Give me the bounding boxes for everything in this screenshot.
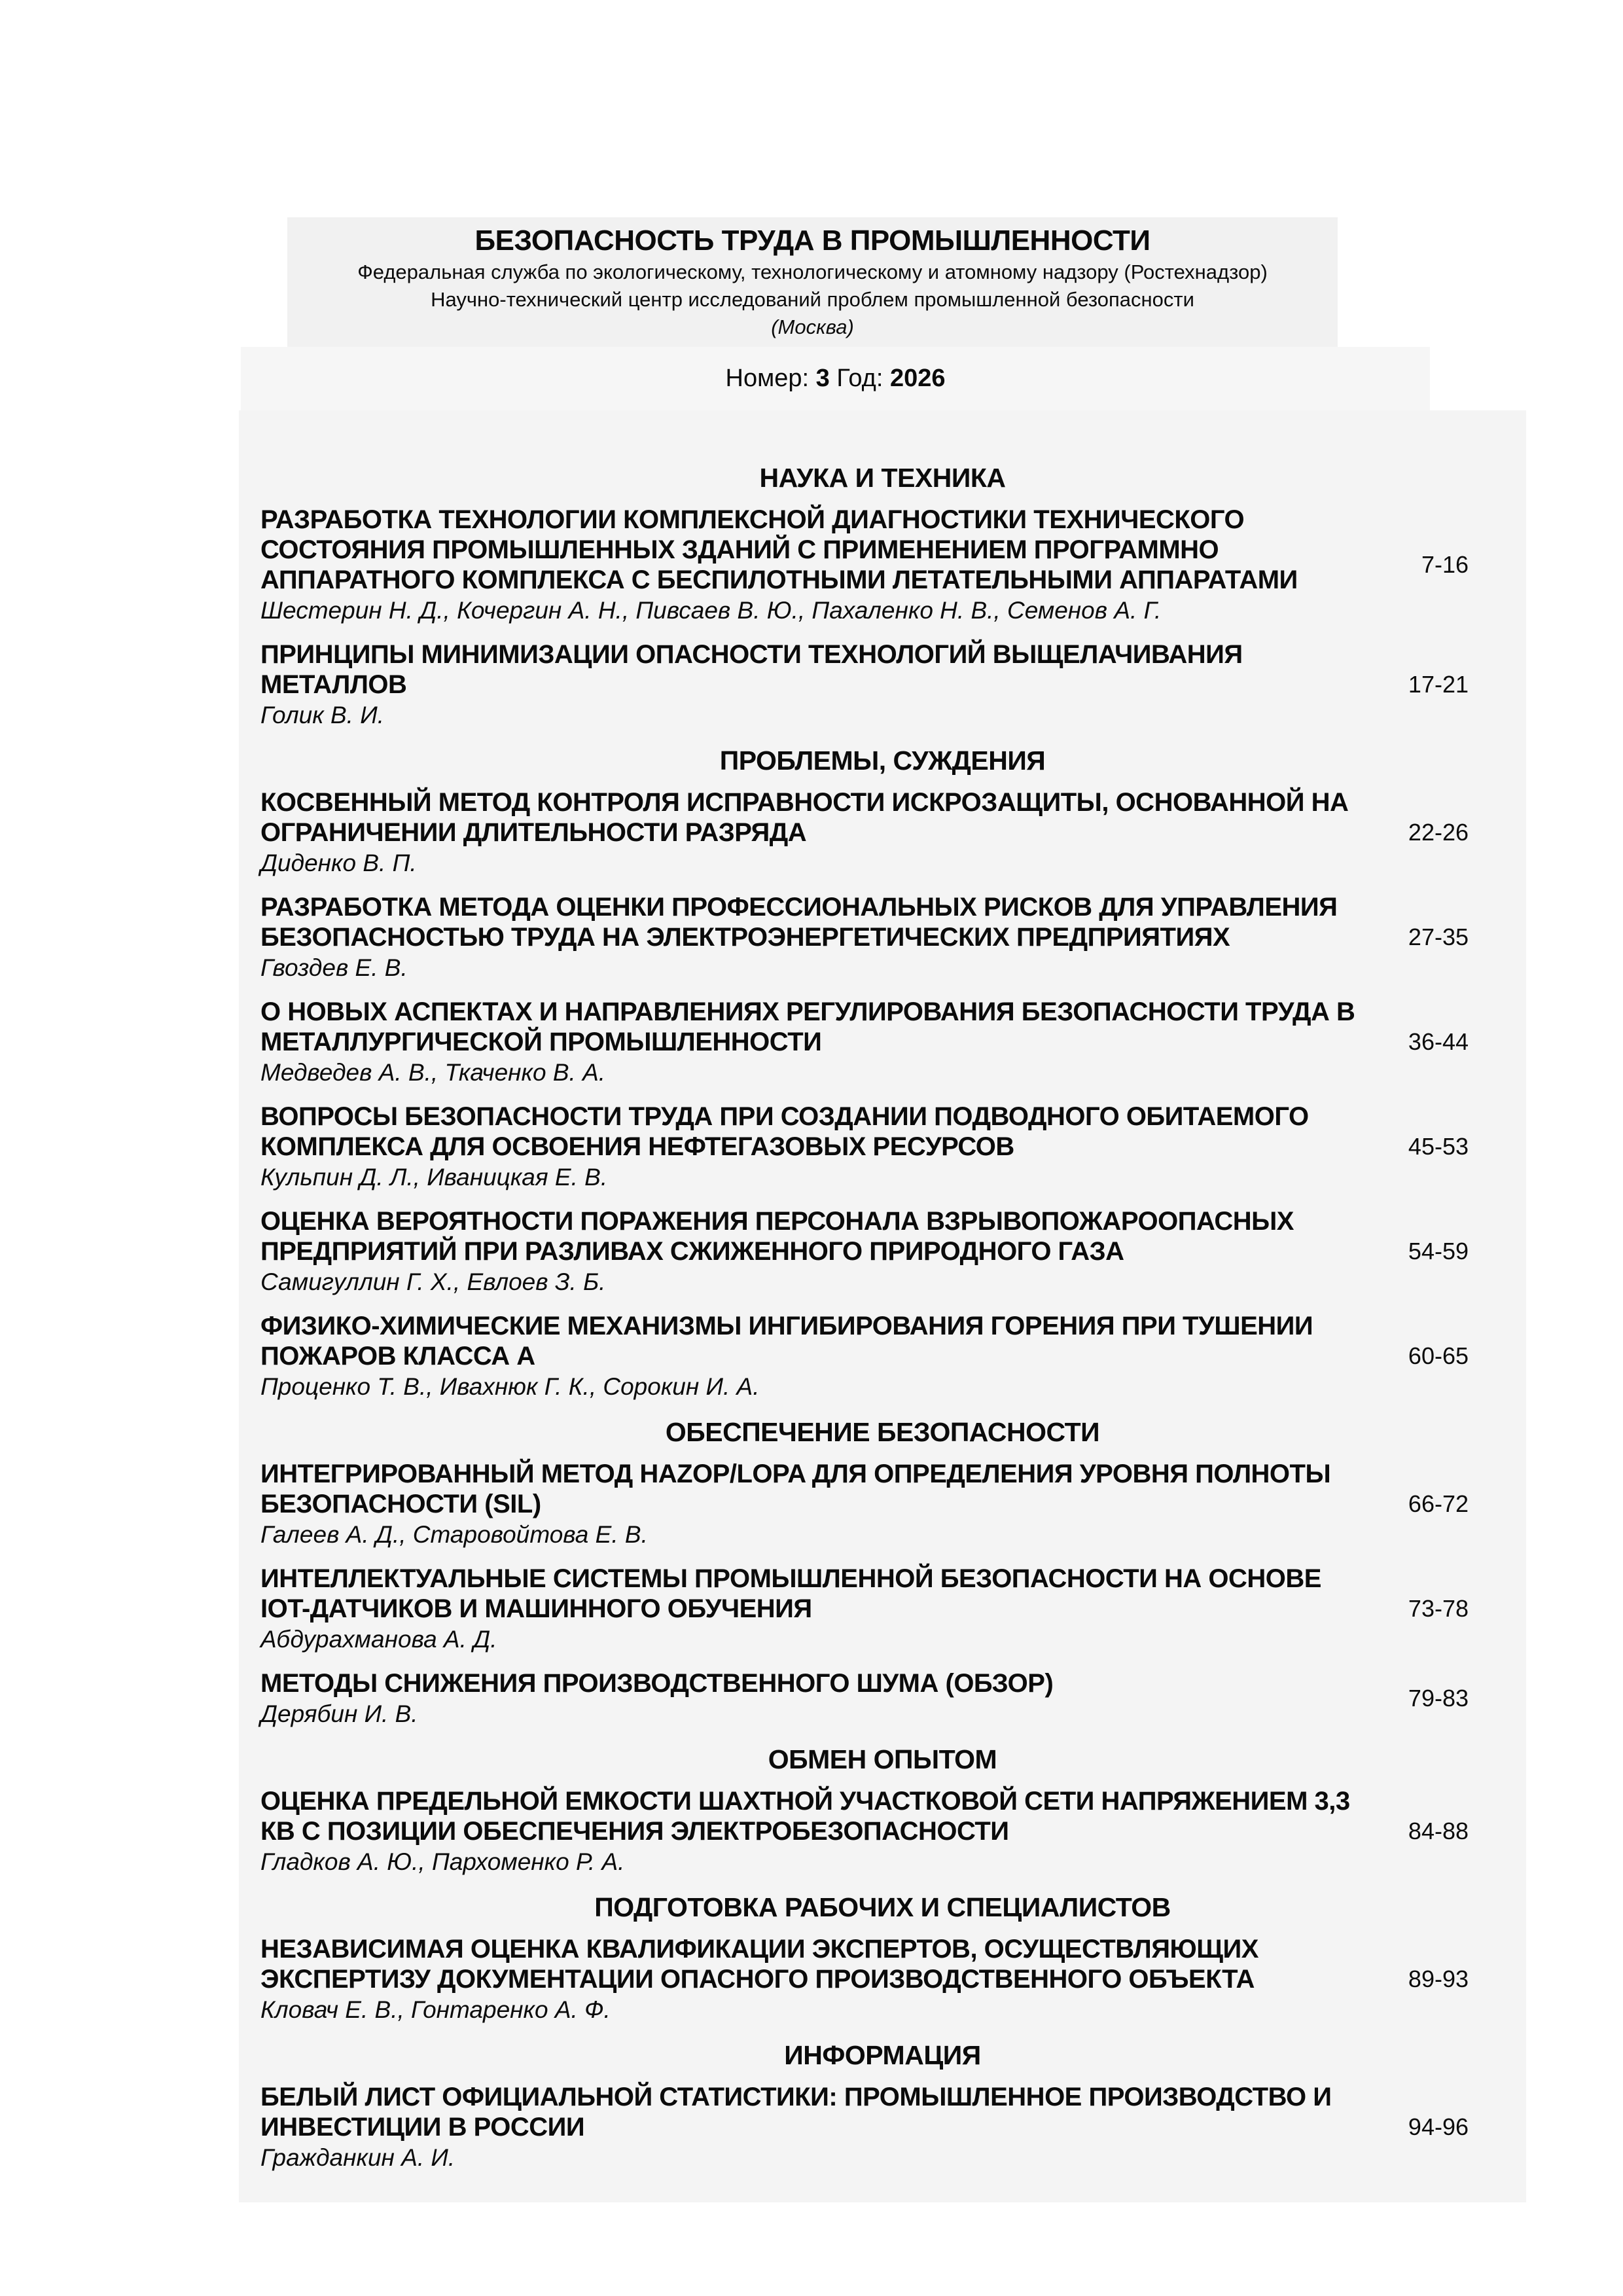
- toc-article-row: [239, 639, 1526, 730]
- toc-article-row: [239, 1206, 1526, 1297]
- issue-number-value: 3: [815, 365, 830, 392]
- toc-article-row: [239, 1564, 1526, 1654]
- article-info: [260, 1459, 1370, 1549]
- article-page-range: 54-59: [1408, 1238, 1469, 1265]
- journal-title: БЕЗОПАСНОСТЬ ТРУДА В ПРОМЫШЛЕННОСТИ: [474, 224, 1150, 257]
- article-title-link[interactable]: ОЦЕНКА ВЕРОЯТНОСТИ ПОРАЖЕНИЯ ПЕРСОНАЛА ВЗРЫВОПОЖАРООПАСНЫХ ПРЕДПРИЯТИЙ ПРИ РАЗЛИВАХ СЖИЖЕННОГО ПРИРОДНОГО ГАЗА: [260, 1207, 1294, 1266]
- toc-article-row: [239, 505, 1526, 625]
- article-info: [260, 1786, 1370, 1876]
- toc-article-row: [239, 787, 1526, 878]
- article-title-link[interactable]: ВОПРОСЫ БЕЗОПАСНОСТИ ТРУДА ПРИ СОЗДАНИИ ПОДВОДНОГО ОБИТАЕМОГО КОМПЛЕКСА ДЛЯ ОСВОЕНИЯ НЕФТЕГАЗОВЫХ РЕСУРСОВ: [260, 1102, 1309, 1161]
- section-articles: [239, 787, 1526, 1401]
- toc-section: [239, 1891, 1526, 2024]
- issue-year-label: Год:: [836, 365, 890, 392]
- article-authors: Кловач Е. В., Гонтаренко А. Ф.: [260, 1996, 611, 2023]
- article-page-range: 79-83: [1408, 1685, 1469, 1712]
- article-info: [260, 1311, 1370, 1401]
- article-page-range: 27-35: [1408, 924, 1469, 950]
- toc-article-row: [239, 892, 1526, 982]
- article-title-link[interactable]: ПРИНЦИПЫ МИНИМИЗАЦИИ ОПАСНОСТИ ТЕХНОЛОГИЙ ВЫЩЕЛАЧИВАНИЯ МЕТАЛЛОВ: [260, 640, 1243, 699]
- article-title-link[interactable]: НЕЗАВИСИМАЯ ОЦЕНКА КВАЛИФИКАЦИИ ЭКСПЕРТОВ, ОСУЩЕСТВЛЯЮЩИХ ЭКСПЕРТИЗУ ДОКУМЕНТАЦИИ ОПАСНОГО ПРОИЗВОДСТВЕННОГО ОБЪЕКТА: [260, 1935, 1258, 1994]
- article-info: [260, 892, 1370, 982]
- article-authors: Галеев А. Д., Старовойтова Е. В.: [260, 1521, 648, 1548]
- article-title-link[interactable]: ИНТЕЛЛЕКТУАЛЬНЫЕ СИСТЕМЫ ПРОМЫШЛЕННОЙ БЕЗОПАСНОСТИ НА ОСНОВЕ IOT-ДАТЧИКОВ И МАШИННОГО ОБУЧЕНИЯ: [260, 1564, 1321, 1623]
- article-info: [260, 505, 1370, 625]
- article-info: [260, 1206, 1370, 1297]
- section-heading: НАУКА И ТЕХНИКА: [759, 463, 1006, 493]
- table-of-contents: [239, 410, 1526, 2202]
- section-heading: ПРОБЛЕМЫ, СУЖДЕНИЯ: [719, 745, 1046, 776]
- article-info: [260, 2082, 1370, 2172]
- toc-article-row: [239, 2082, 1526, 2172]
- article-info: [260, 1564, 1370, 1654]
- section-articles: [239, 1459, 1526, 1729]
- journal-city: (Москва): [771, 315, 854, 338]
- article-title-link[interactable]: РАЗРАБОТКА ТЕХНОЛОГИИ КОМПЛЕКСНОЙ ДИАГНОСТИКИ ТЕХНИЧЕСКОГО СОСТОЯНИЯ ПРОМЫШЛЕННЫХ ЗДАНИЙ С ПРИМЕНЕНИЕМ ПРОГРАММНО АППАРАТНОГО КОМПЛЕКСА С БЕСПИЛОТНЫМИ ЛЕТАТЕЛЬНЫМИ АППАРАТАМИ: [260, 505, 1298, 594]
- article-info: [260, 997, 1370, 1087]
- article-info: [260, 1934, 1370, 2024]
- article-authors: Абдурахманова А. Д.: [260, 1626, 497, 1653]
- article-page-range: 73-78: [1408, 1595, 1469, 1622]
- toc-article-row: [239, 1934, 1526, 2024]
- article-page-range: 17-21: [1408, 671, 1469, 698]
- article-authors: Кульпин Д. Л., Иваницкая Е. В.: [260, 1164, 608, 1191]
- toc-article-row: [239, 1668, 1526, 1729]
- toc-section: [239, 1416, 1526, 1729]
- article-authors: Диденко В. П.: [260, 850, 417, 876]
- toc-section: [239, 744, 1526, 1401]
- journal-org-line2: Научно-технический центр исследований проблем промышленной безопасности: [431, 288, 1194, 311]
- journal-org-line1: Федеральная служба по экологическому, технологическому и атомному надзору (Ростехнадзор): [357, 260, 1268, 283]
- toc-section: [239, 1743, 1526, 1876]
- article-page-range: 22-26: [1408, 819, 1469, 846]
- article-authors: Гражданкин А. И.: [260, 2144, 455, 2171]
- article-authors: Шестерин Н. Д., Кочергин А. Н., Пивсаев В. Ю., Пахаленко Н. В., Семенов А. Г.: [260, 597, 1162, 624]
- toc-article-row: [239, 1786, 1526, 1876]
- article-title-link[interactable]: РАЗРАБОТКА МЕТОДА ОЦЕНКИ ПРОФЕССИОНАЛЬНЫХ РИСКОВ ДЛЯ УПРАВЛЕНИЯ БЕЗОПАСНОСТЬЮ ТРУДА НА ЭЛЕКТРОЭНЕРГЕТИЧЕСКИХ ПРЕДПРИЯТИЯХ: [260, 893, 1338, 952]
- article-info: [260, 639, 1370, 730]
- article-info: [260, 1668, 1370, 1729]
- article-title-link[interactable]: КОСВЕННЫЙ МЕТОД КОНТРОЛЯ ИСПРАВНОСТИ ИСКРОЗАЩИТЫ, ОСНОВАННОЙ НА ОГРАНИЧЕНИИ ДЛИТЕЛЬНОСТИ РАЗРЯДА: [260, 788, 1349, 847]
- section-articles: [239, 1934, 1526, 2024]
- toc-article-row: [239, 997, 1526, 1087]
- article-title-link[interactable]: БЕЛЫЙ ЛИСТ ОФИЦИАЛЬНОЙ СТАТИСТИКИ: ПРОМЫШЛЕННОЕ ПРОИЗВОДСТВО И ИНВЕСТИЦИИ В РОССИИ: [260, 2083, 1332, 2142]
- article-authors: Дерябин И. В.: [260, 1700, 418, 1727]
- article-title-link[interactable]: ФИЗИКО-ХИМИЧЕСКИЕ МЕХАНИЗМЫ ИНГИБИРОВАНИЯ ГОРЕНИЯ ПРИ ТУШЕНИИ ПОЖАРОВ КЛАССА А: [260, 1312, 1313, 1371]
- issue-separator: [830, 365, 837, 393]
- article-page-range: 94-96: [1408, 2113, 1469, 2140]
- section-heading: ПОДГОТОВКА РАБОЧИХ И СПЕЦИАЛИСТОВ: [594, 1892, 1171, 1922]
- article-page-range: 7-16: [1421, 551, 1469, 578]
- toc-article-row: [239, 1459, 1526, 1549]
- section-articles: [239, 505, 1526, 730]
- article-page-range: 66-72: [1408, 1490, 1469, 1517]
- article-page-range: 45-53: [1408, 1133, 1469, 1160]
- article-authors: Гвоздев Е. В.: [260, 954, 408, 981]
- article-page-range: 89-93: [1408, 1965, 1469, 1992]
- article-authors: Проценко Т. В., Ивахнюк Г. К., Сорокин И. А.: [260, 1373, 760, 1400]
- section-heading: ОБМЕН ОПЫТОМ: [768, 1744, 997, 1774]
- toc-section: [239, 2039, 1526, 2172]
- issue-number-label: Номер:: [725, 365, 816, 392]
- article-authors: Голик В. И.: [260, 702, 384, 728]
- section-articles: [239, 1786, 1526, 1876]
- article-title-link[interactable]: ОЦЕНКА ПРЕДЕЛЬНОЙ ЕМКОСТИ ШАХТНОЙ УЧАСТКОВОЙ СЕТИ НАПРЯЖЕНИЕМ 3,3 КВ С ПОЗИЦИИ ОБЕСПЕЧЕНИЯ ЭЛЕКТРОБЕЗОПАСНОСТИ: [260, 1787, 1350, 1846]
- article-authors: Медведев А. В., Ткаченко В. А.: [260, 1059, 606, 1086]
- section-articles: [239, 2082, 1526, 2172]
- issue-year-value: 2026: [889, 365, 946, 392]
- journal-masthead: [287, 217, 1338, 347]
- article-authors: Самигуллин Г. Х., Евлоев З. Б.: [260, 1268, 606, 1295]
- toc-article-row: [239, 1311, 1526, 1401]
- toc-article-row: [239, 1102, 1526, 1192]
- article-title-link[interactable]: О НОВЫХ АСПЕКТАХ И НАПРАВЛЕНИЯХ РЕГУЛИРОВАНИЯ БЕЗОПАСНОСТИ ТРУДА В МЕТАЛЛУРГИЧЕСКОЙ ПРОМЫШЛЕННОСТИ: [260, 997, 1355, 1056]
- article-title-link[interactable]: ИНТЕГРИРОВАННЫЙ МЕТОД HAZOP/LOPA ДЛЯ ОПРЕДЕЛЕНИЯ УРОВНЯ ПОЛНОТЫ БЕЗОПАСНОСТИ (SIL): [260, 1460, 1331, 1518]
- article-title-link[interactable]: МЕТОДЫ СНИЖЕНИЯ ПРОИЗВОДСТВЕННОГО ШУМА (ОБЗОР): [260, 1669, 1054, 1698]
- section-heading: ИНФОРМАЦИЯ: [784, 2040, 981, 2070]
- article-info: [260, 787, 1370, 878]
- article-page-range: 60-65: [1408, 1342, 1469, 1369]
- issue-strip: [241, 347, 1430, 410]
- article-authors: Гладков А. Ю., Пархоменко Р. А.: [260, 1848, 625, 1875]
- article-page-range: 36-44: [1408, 1028, 1469, 1055]
- section-heading: ОБЕСПЕЧЕНИЕ БЕЗОПАСНОСТИ: [665, 1417, 1100, 1447]
- toc-section: [239, 461, 1526, 730]
- article-info: [260, 1102, 1370, 1192]
- article-page-range: 84-88: [1408, 1818, 1469, 1844]
